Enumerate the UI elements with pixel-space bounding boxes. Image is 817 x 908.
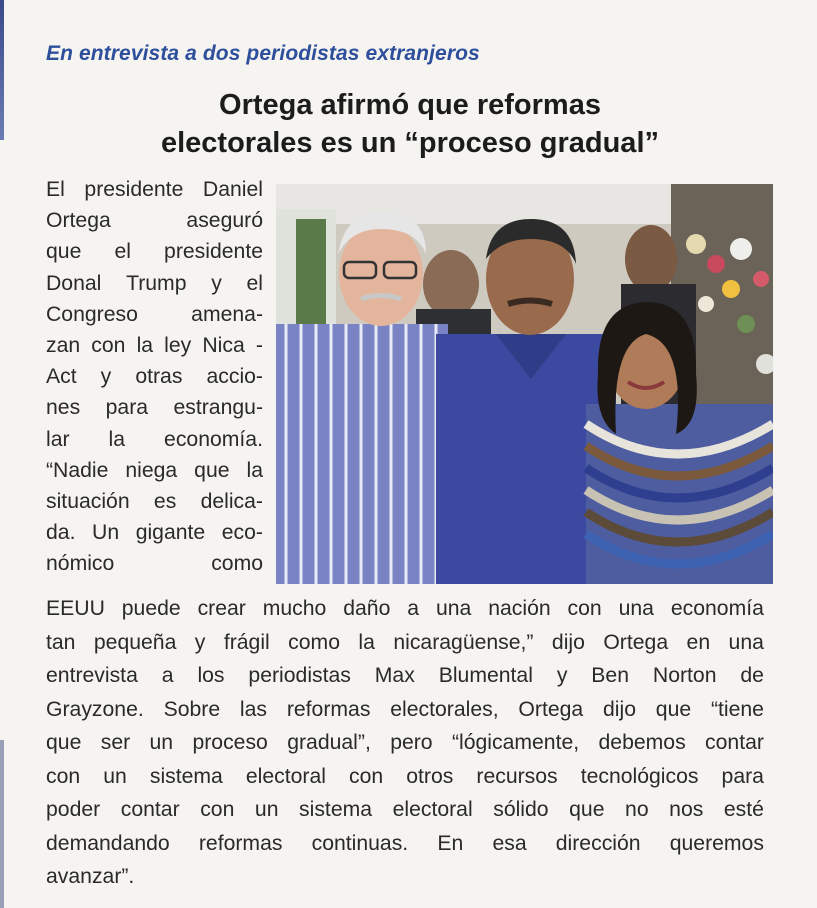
- column-line: Donal Trump y el: [46, 271, 263, 295]
- page-edge-strip: [0, 0, 4, 140]
- body-line: avanzar”.: [46, 865, 135, 888]
- body-line: entrevista a los periodistas Max Blumental y Ben Norton de: [46, 664, 764, 687]
- article-kicker: En entrevista a dos periodistas extranjeros: [46, 42, 480, 65]
- column-line: nes para estrangu-: [46, 396, 263, 420]
- column-line: “Nadie niega que la: [46, 458, 263, 482]
- body-line: poder contar con un sistema electoral sólido que no nos esté: [46, 798, 764, 821]
- body-line: que ser un proceso gradual”, pero “lógicamente, debemos contar: [46, 731, 764, 754]
- page-edge-strip-lower: [0, 740, 4, 908]
- column-line: zan con la ley Nica -: [46, 334, 263, 358]
- column-line: lar la economía.: [46, 427, 263, 451]
- column-line: situación es delica-: [46, 490, 263, 514]
- photo-illustration: [276, 184, 773, 584]
- column-line: Congreso amena-: [46, 302, 263, 326]
- column-line: nómico como: [46, 552, 263, 576]
- headline-line-1: Ortega afirmó que reformas: [219, 89, 601, 121]
- body-line: Grayzone. Sobre las reformas electorales, Ortega dijo que “tiene: [46, 697, 764, 721]
- body-line: EEUU puede crear mucho daño a una nación con una economía: [46, 597, 764, 620]
- article-photo: [276, 184, 773, 584]
- body-line: con un sistema electoral con otros recursos tecnológicos para: [46, 764, 764, 788]
- column-line: da. Un gigante eco-: [46, 521, 263, 545]
- column-line: Act y otras accio-: [46, 365, 263, 389]
- body-line: demandando reformas continuas. En esa dirección queremos: [46, 831, 764, 855]
- headline-line-2: electorales es un “proceso gradual”: [160, 127, 659, 159]
- column-line: Ortega aseguró: [46, 209, 263, 233]
- article-headline: [40, 86, 780, 162]
- article-body-text: [46, 592, 764, 894]
- article-column-text: [46, 174, 263, 580]
- body-line: tan pequeña y frágil como la nicaragüense,” dijo Ortega en una: [46, 630, 764, 654]
- column-line: que el presidente: [46, 240, 263, 264]
- column-line: El presidente Daniel: [46, 178, 263, 201]
